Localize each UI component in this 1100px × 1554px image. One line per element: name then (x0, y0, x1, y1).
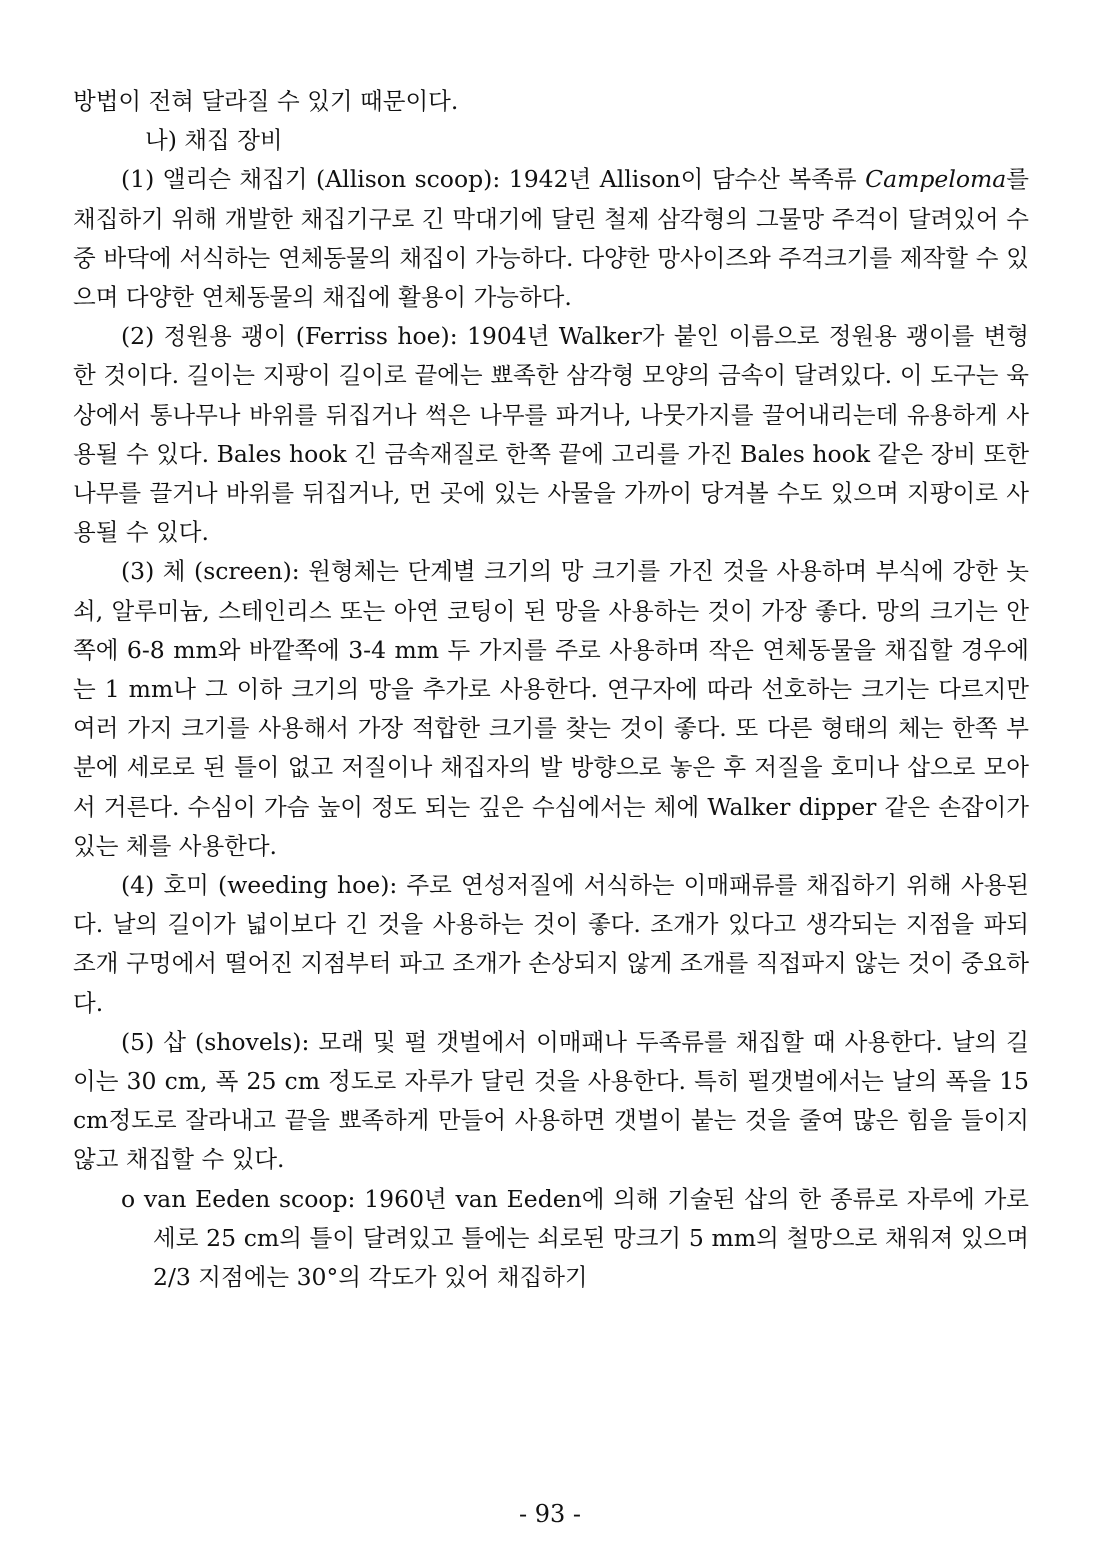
item-1-genus: Campeloma (865, 165, 1007, 194)
paragraph-item-2: (2) 정원용 괭이 (Ferriss hoe): 1904년 Walker가 붙인 이름으로 정원용 괭이를 변형한 것이다. 길이는 지팡이 길이로 끝에는 뾰족한 삼각형 모양의 금속이 달려있다. 이 도구는 육상에서 통나무나 바위를 뒤집거나 썩은 나무를 파거나, 나뭇가지를 끌어내리는데 유용하게 사용될 수 있다. Bales hook 긴 금속재질로 한쪽 끝에 고리를 가진 Bales hook 같은 장비 또한 나무를 끌거나 바위를 뒤집거나, 먼 곳에 있는 사물을 가까이 당겨볼 수도 있으며 지팡이로 사용될 수 있다. (73, 322, 1030, 547)
paragraph-item-4: (4) 호미 (weeding hoe): 주로 연성저질에 서식하는 이매패류를 채집하기 위해 사용된다. 날의 길이가 넓이보다 긴 것을 사용하는 것이 좋다. 조개가 있다고 생각되는 지점을 파되 조개 구멍에서 떨어진 지점부터 파고 조개가 손상되지 않게 조개를 직접파지 않는 것이 중요하다. (73, 871, 1029, 1017)
paragraph-item-3: (3) 체 (screen): 원형체는 단계별 크기의 망 크기를 가진 것을 사용하며 부식에 강한 놋쇠, 알루미늄, 스테인리스 또는 아연 코팅이 된 망을 사용하는 것이 가장 좋다. 망의 크기는 안쪽에 6-8 mm와 바깥쪽에 3-4 mm 두 가지를 주로 사용하며 작은 연체동물을 채집할 경우에는 1 mm나 그 이하 크기의 망을 추가로 사용한다. 연구자에 따라 선호하는 크기는 다르지만 여러 가지 크기를 사용해서 가장 적합한 크기를 찾는 것이 좋다. 또 다른 형태의 체는 한쪽 부분에 세로로 된 틀이 없고 저질이나 채집자의 발 방향으로 놓은 후 저질을 호미나 삽으로 모아서 거른다. 수심이 가슴 높이 정도 되는 깊은 수심에서는 체에 Walker dipper 같은 손잡이가 있는 체를 사용한다. (73, 557, 1029, 860)
page-number: - 93 - (518, 1500, 581, 1528)
paragraph-item-1 (73, 160, 1029, 317)
continuation-paragraph: 방법이 전혀 달라질 수 있기 때문이다. (73, 87, 459, 115)
bullet-van-eeden-scoop: o van Eeden scoop: 1960년 van Eeden에 의해 기술된 삽의 한 종류로 자루에 가로세로 25 cm의 틀이 달려있고 틀에는 쇠로된 망크기 5 mm의 철망으로 채워져 있으며 2/3 지점에는 30°의 각도가 있어 채집하기 (121, 1184, 1029, 1292)
body-text (73, 82, 1029, 1297)
item-1-prefix: (1) 앨리슨 채집기 (Allison scoop): 1942년 Allison이 담수산 복족류 (121, 165, 866, 194)
section-subheading: 나) 채집 장비 (145, 126, 283, 155)
paragraph-item-5: (5) 삽 (shovels): 모래 및 펄 갯벌에서 이매패나 두족류를 채집할 때 사용한다. 날의 길이는 30 cm, 폭 25 cm 정도로 자루가 달린 것을 사용한다. 특히 펄갯벌에서는 날의 폭을 15 cm정도로 잘라내고 끝을 뾰족하게 만들어 사용하면 갯벌이 붙는 것을 줄여 많은 힘을 들이지 않고 채집할 수 있다. (73, 1027, 1029, 1174)
item-1-suffix: 를 채집하기 위해 개발한 채집기구로 긴 막대기에 달린 철제 삼각형의 그물망 주걱이 달려있어 수중 바닥에 서식하는 연체동물의 채집이 가능하다. 다양한 망사이즈와 주걱크기를 제작할 수 있으며 다양한 연체동물의 채집에 활용이 가능하다. (73, 165, 1029, 312)
